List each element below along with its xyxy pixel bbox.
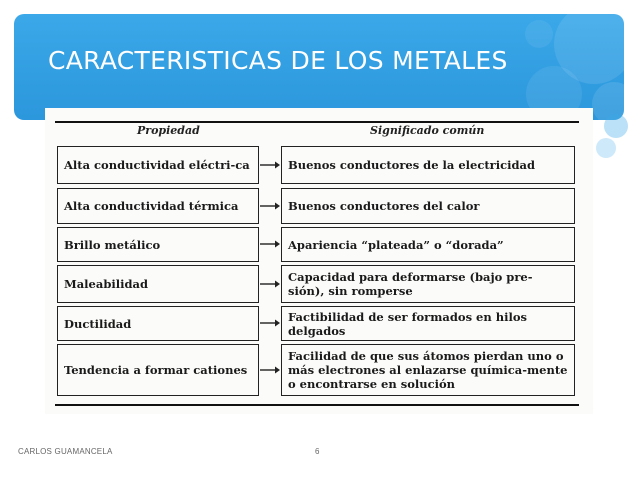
arrow-right-icon bbox=[259, 201, 281, 211]
table-row-meaning: Apariencia “plateada” o “dorada” bbox=[281, 227, 575, 262]
corner-bubble-icon bbox=[592, 112, 628, 162]
table-row-meaning: Capacidad para deformarse (bajo pre-sión), sin romperse bbox=[281, 265, 575, 303]
arrow-right-icon bbox=[259, 239, 281, 249]
table-row-property: Ductilidad bbox=[57, 306, 259, 341]
table-row-meaning: Facilidad de que sus átomos pierdan uno o más electrones al enlazarse química-mente o encontrarse en solución bbox=[281, 344, 575, 396]
table-row-meaning: Factibilidad de ser formados en hilos delgados bbox=[281, 306, 575, 341]
arrow-right-icon bbox=[259, 318, 281, 328]
table-row-property: Maleabilidad bbox=[57, 265, 259, 303]
column-header-property: Propiedad bbox=[137, 124, 200, 137]
table-row-meaning: Buenos conductores del calor bbox=[281, 188, 575, 224]
arrow-right-icon bbox=[259, 160, 281, 170]
table-top-rule bbox=[55, 121, 579, 123]
page-number: 6 bbox=[315, 447, 320, 456]
table-row-meaning: Buenos conductores de la electricidad bbox=[281, 146, 575, 184]
properties-table bbox=[45, 108, 593, 414]
table-row-property: Alta conductividad térmica bbox=[57, 188, 259, 224]
arrow-right-icon bbox=[259, 365, 281, 375]
footer-author: CARLOS GUAMANCELA bbox=[18, 447, 113, 456]
column-header-meaning: Significado común bbox=[370, 124, 485, 137]
table-row-property: Tendencia a formar cationes bbox=[57, 344, 259, 396]
slide-title: CARACTERISTICAS DE LOS METALES bbox=[48, 46, 508, 75]
table-row-property: Brillo metálico bbox=[57, 227, 259, 262]
table-bottom-rule bbox=[55, 404, 579, 406]
table-row-property: Alta conductividad eléctri-ca bbox=[57, 146, 259, 184]
arrow-right-icon bbox=[259, 279, 281, 289]
